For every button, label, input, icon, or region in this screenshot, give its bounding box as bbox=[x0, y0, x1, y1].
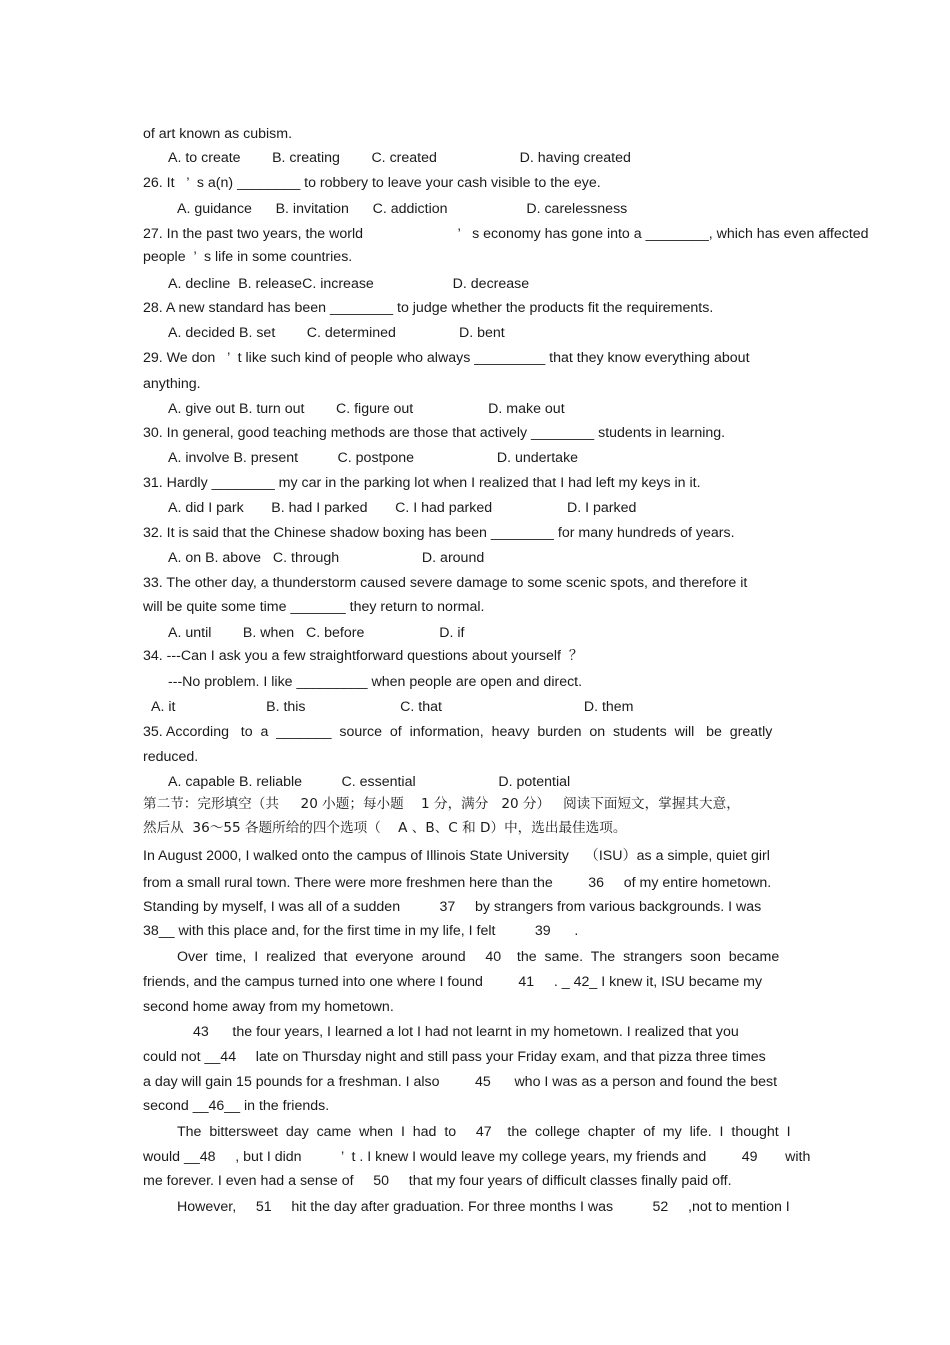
text-line: of art known as cubism. bbox=[143, 126, 293, 142]
question-33-continued: will be quite some time _______ they return to normal. bbox=[143, 599, 485, 615]
answer-options-29: A. give out B. turn out C. figure out D. make out bbox=[168, 401, 565, 417]
passage-line: In August 2000, I walked onto the campus of Illinois State University （ISU）as a simple, quiet girl bbox=[143, 848, 770, 864]
passage-line: second home away from my hometown. bbox=[143, 999, 394, 1015]
question-26: 26. It ’ s a(n) ________ to robbery to leave your cash visible to the eye. bbox=[143, 175, 601, 191]
passage-line: The bittersweet day came when I had to 47 the college chapter of my life. I thought I bbox=[177, 1124, 791, 1140]
passage-line: However, 51 hit the day after graduation. For three months I was 52 ,not to mention I bbox=[177, 1199, 790, 1215]
question-34-reply: ---No problem. I like _________ when people are open and direct. bbox=[168, 674, 583, 690]
question-32: 32. It is said that the Chinese shadow boxing has been ________ for many hundreds of years. bbox=[143, 525, 735, 541]
answer-options-25: A. to create B. creating C. created D. having created bbox=[168, 150, 631, 166]
passage-line: second __46__ in the friends. bbox=[143, 1098, 330, 1114]
answer-options-32: A. on B. above C. through D. around bbox=[168, 550, 485, 566]
question-27-continued: people ’ s life in some countries. bbox=[143, 249, 353, 265]
answer-options-33: A. until B. when C. before D. if bbox=[168, 625, 465, 641]
passage-line: would __48 , but I didn ’ t . I knew I would leave my college years, my friends and 49 with bbox=[143, 1149, 811, 1165]
question-34: 34. ---Can I ask you a few straightforward questions about yourself ？ bbox=[143, 648, 584, 664]
answer-options-26: A. guidance B. invitation C. addiction D. carelessness bbox=[177, 201, 628, 217]
passage-line: from a small rural town. There were more freshmen here than the 36 of my entire hometown. bbox=[143, 875, 772, 891]
passage-line: me forever. I even had a sense of 50 that my four years of difficult classes finally paid off. bbox=[143, 1173, 732, 1189]
passage-line: 43 the four years, I learned a lot I had not learnt in my hometown. I realized that you bbox=[193, 1024, 739, 1040]
question-27: 27. In the past two years, the world ’ s economy has gone into a ________, which has even affected bbox=[143, 226, 869, 242]
answer-options-34: A. it B. this C. that D. them bbox=[151, 699, 634, 715]
passage-line: 38__ with this place and, for the first time in my life, I felt 39 . bbox=[143, 923, 579, 939]
question-30: 30. In general, good teaching methods are those that actively ________ students in learning. bbox=[143, 425, 726, 441]
question-29: 29. We don ’ t like such kind of people who always _________ that they know everything about bbox=[143, 350, 750, 366]
answer-options-28: A. decided B. set C. determined D. bent bbox=[168, 325, 505, 341]
question-35-continued: reduced. bbox=[143, 749, 199, 765]
passage-line: Over time, I realized that everyone around 40 the same. The strangers soon became bbox=[177, 949, 780, 965]
answer-options-30: A. involve B. present C. postpone D. undertake bbox=[168, 450, 579, 466]
section-instructions: 然后从 36～55 各题所给的四个选项（ A 、B、C 和 D）中，选出最佳选项。 bbox=[143, 820, 627, 836]
passage-line: friends, and the campus turned into one where I found 41 . _ 42_ I knew it, ISU became my bbox=[143, 974, 763, 990]
answer-options-35: A. capable B. reliable C. essential D. potential bbox=[168, 774, 571, 790]
passage-line: could not __44 late on Thursday night and still pass your Friday exam, and that pizza three times bbox=[143, 1049, 766, 1065]
passage-line: a day will gain 15 pounds for a freshman. I also 45 who I was as a person and found the best bbox=[143, 1074, 778, 1090]
question-35: 35. According to a _______ source of information, heavy burden on students will be greatly bbox=[143, 724, 773, 740]
question-33: 33. The other day, a thunderstorm caused severe damage to some scenic spots, and therefore it bbox=[143, 575, 748, 591]
passage-line: Standing by myself, I was all of a sudden 37 by strangers from various backgrounds. I was bbox=[143, 899, 762, 915]
question-31: 31. Hardly ________ my car in the parking lot when I realized that I had left my keys in it. bbox=[143, 475, 701, 491]
answer-options-27: A. decline B. releaseC. increase D. decrease bbox=[168, 276, 530, 292]
question-28: 28. A new standard has been ________ to judge whether the products fit the requirements. bbox=[143, 300, 714, 316]
answer-options-31: A. did I park B. had I parked C. I had parked D. I parked bbox=[168, 500, 637, 516]
question-29-continued: anything. bbox=[143, 376, 201, 392]
section-heading: 第二节：完形填空（共 20 小题；每小题 1 分，满分 20 分） 阅读下面短文，掌握其大意， bbox=[143, 796, 740, 812]
